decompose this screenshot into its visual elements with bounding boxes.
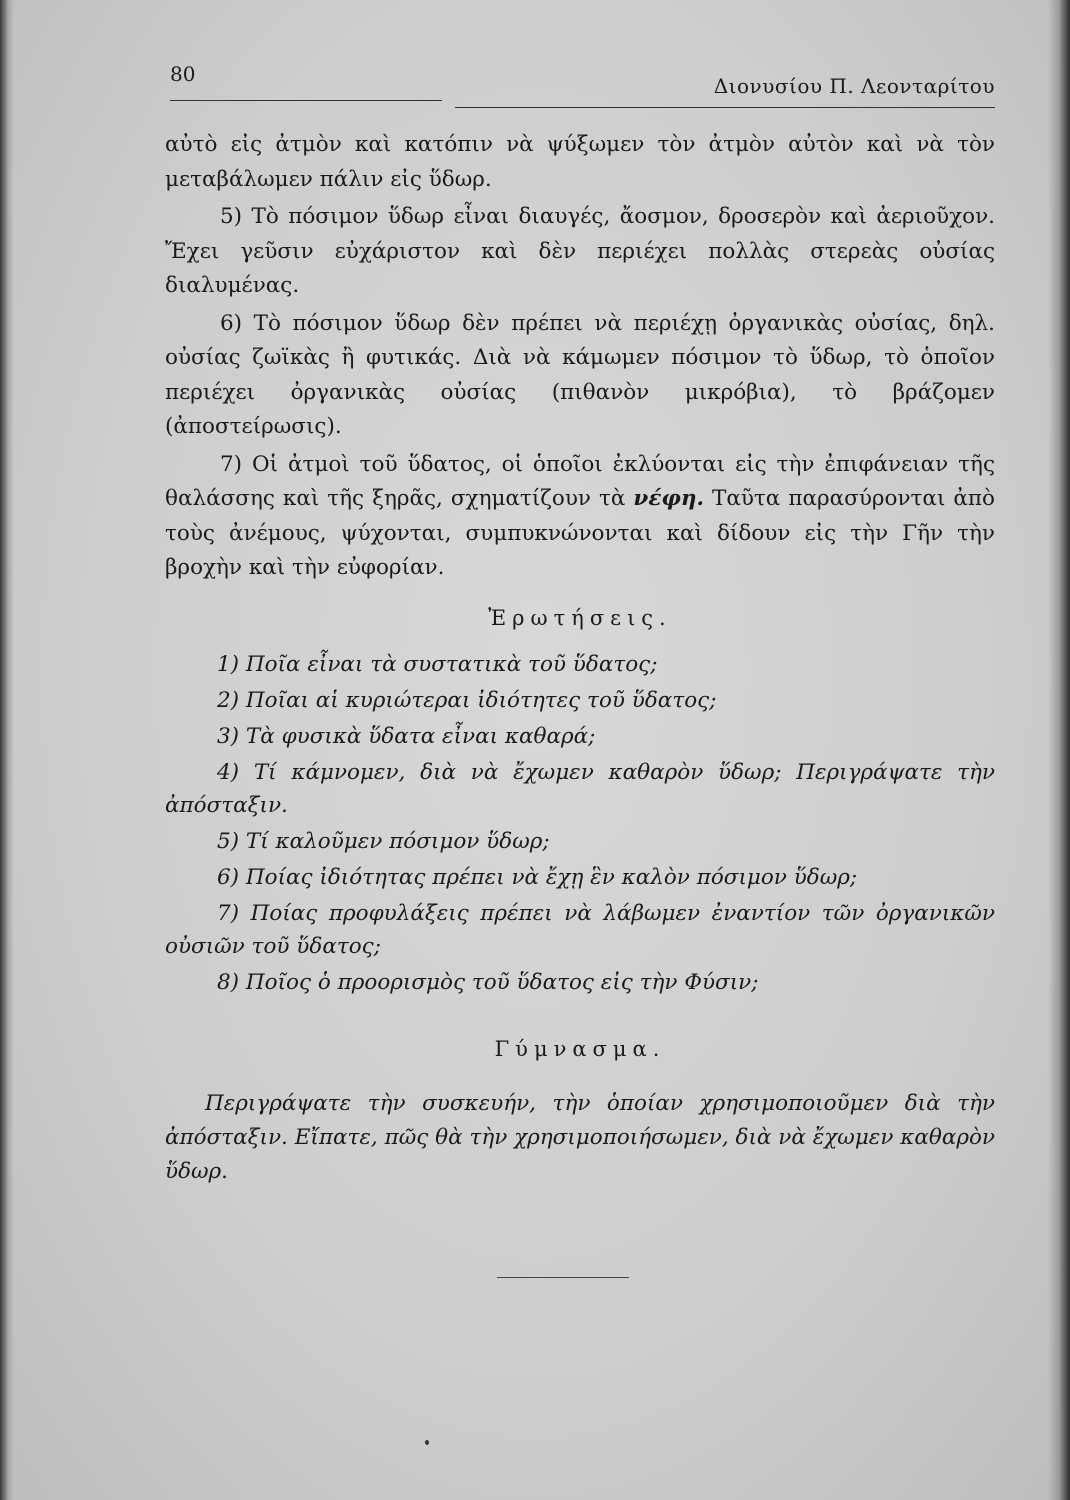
paragraph-continuation: αὐτὸ εἰς ἀτμὸν καὶ κατόπιν νὰ ψύξωμεν τὸν ἀτμὸν αὐτὸν καὶ νὰ τὸν μεταβάλωμεν πάλιν εἰς ὕδωρ. [165, 132, 995, 192]
question-item: 5) Τί καλοῦμεν πόσιμον ὕδωρ; [217, 828, 550, 854]
paragraph-6: 6) Τὸ πόσιμον ὕδωρ δὲν πρέπει νὰ περιέχῃ ὀργανικὰς οὐσίας, δηλ. οὐσίας ζωϊκὰς ἢ φυτικάς. Διὰ νὰ κάμωμεν πόσιμον τὸ ὕδωρ, τὸ ὁποῖον περιέχει ὀργανικὰς οὐσίας (πιθανὸν μικρόβια), τὸ βράζομεν (ἀποστείρωσις). [165, 310, 995, 439]
exercise-text: Περιγράψατε τὴν συσκευήν, τὴν ὁποίαν χρησιμοποιοῦμεν διὰ τὴν ἀπόσταξιν. Εἴπατε, πῶς θὰ τὴν χρησιμοποιήσωμεν, διὰ νὰ ἔχωμεν καθαρὸν ὕδωρ. [165, 1090, 995, 1184]
paragraph-5: 5) Τὸ πόσιμον ὕδωρ εἶναι διαυγές, ἄοσμον, δροσερὸν καὶ ἀεριοῦχον. Ἔχει γεῦσιν εὐχάριστον καὶ δὲν περιέχει πολλὰς στερεὰς οὐσίας διαλυμένας. [165, 204, 995, 298]
question-item: 1) Ποῖα εἶναι τὰ συστατικὰ τοῦ ὕδατος; [217, 651, 658, 677]
running-head: Διονυσίου Π. Λεονταρίτου [713, 74, 995, 98]
page-edge-shadow-left [0, 0, 14, 1500]
header-rule-right [455, 107, 995, 108]
questions-list [165, 648, 995, 999]
question-item: 2) Ποῖαι αἱ κυριώτεραι ἰδιότητες τοῦ ὕδατος; [217, 687, 717, 713]
question-item: 6) Ποίας ἰδιότητας πρέπει νὰ ἔχῃ ἓν καλὸν πόσιμον ὕδωρ; [217, 864, 858, 890]
page-header [170, 62, 995, 102]
question-item: 4) Τί κάμνομεν, διὰ νὰ ἔχωμεν καθαρὸν ὕδωρ; Περιγράψατε τὴν ἀπόσταξιν. [165, 759, 995, 818]
paragraph-7-text-end: Ταῦτα παρασύρονται ἀπὸ τοὺς ἀνέμους, ψύχονται, συμπυκνώνονται καὶ δίδουν εἰς τὴν Γῆν τὴν βροχὴν καὶ τὴν εὐφορίαν. [165, 486, 995, 580]
question-item: 3) Τὰ φυσικὰ ὕδατα εἶναι καθαρά; [217, 723, 596, 749]
question-item: 7) Ποίας προφυλάξεις πρέπει νὰ λάβωμεν ἐναντίον τῶν ὀργανικῶν οὐσιῶν τοῦ ὕδατος; [165, 900, 995, 959]
page-number: 80 [170, 62, 196, 86]
ink-speck [425, 1440, 429, 1445]
page-body [165, 128, 995, 1189]
exercise-heading: Γύμνασμα. [494, 1036, 666, 1061]
end-rule [497, 1277, 629, 1278]
page-edge-shadow-right [1048, 0, 1070, 1500]
question-item: 8) Ποῖος ὁ προορισμὸς τοῦ ὕδατος εἰς τὴν Φύσιν; [217, 969, 759, 995]
paragraph-7 [165, 448, 995, 586]
paragraph-7-text-start: 7) Οἱ ἀτμοὶ τοῦ ὕδατος, οἱ ὁποῖοι ἐκλύονται εἰς τὴν ἐπιφάνειαν τῆς θαλάσσης καὶ τῆς ξηρᾶς, σχηματίζουν τὰ [165, 451, 995, 511]
header-rule-left [170, 100, 442, 101]
questions-heading: Ἐρωτήσεις. [488, 605, 672, 630]
paragraph-7-emphasis: νέφη. [633, 486, 704, 511]
